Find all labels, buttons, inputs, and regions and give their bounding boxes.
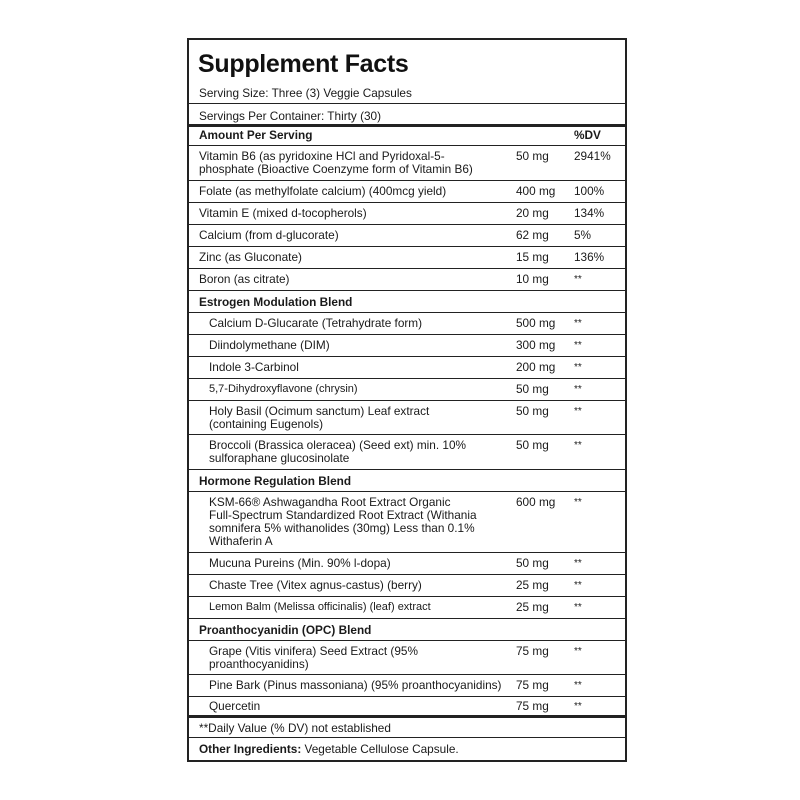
name-line: proanthocyanidins) xyxy=(209,657,309,671)
ingredient-name: Diindolymethane (DIM) xyxy=(209,338,330,352)
daily-value: ** xyxy=(574,646,582,657)
divider xyxy=(189,552,625,553)
divider xyxy=(189,103,625,104)
ingredient-name xyxy=(209,496,504,548)
divider xyxy=(189,400,625,401)
estrogen-blend-title: Estrogen Modulation Blend xyxy=(199,295,353,309)
divider-thick xyxy=(189,124,625,127)
daily-value: 134% xyxy=(574,206,605,220)
daily-value: ** xyxy=(574,602,582,613)
divider xyxy=(189,378,625,379)
divider xyxy=(189,596,625,597)
daily-value: 100% xyxy=(574,184,605,198)
daily-value: ** xyxy=(574,440,582,451)
name-line: Withaferin A xyxy=(209,534,273,548)
ingredient-name: Chaste Tree (Vitex agnus-castus) (berry) xyxy=(209,578,422,592)
daily-value-footnote: **Daily Value (% DV) not established xyxy=(199,721,391,735)
name-line: KSM-66® Ashwagandha Root Extract Organic xyxy=(209,495,451,509)
amount: 10 mg xyxy=(516,272,549,286)
ingredient-name: 5,7-Dihydroxyflavone (chrysin) xyxy=(209,383,358,395)
hormone-blend-title: Hormone Regulation Blend xyxy=(199,474,352,488)
other-ingredients-label: Other Ingredients: xyxy=(199,742,302,756)
name-line: Broccoli (Brassica oleracea) (Seed ext) min. 10% xyxy=(209,438,467,452)
serving-size: Serving Size: Three (3) Veggie Capsules xyxy=(199,86,412,100)
divider xyxy=(189,491,625,492)
amount: 600 mg xyxy=(516,495,556,509)
divider-thick xyxy=(189,715,625,718)
daily-value: ** xyxy=(574,340,582,351)
servings-per-container: Servings Per Container: Thirty (30) xyxy=(199,109,382,123)
name-line: (containing Eugenols) xyxy=(209,417,324,431)
amount: 300 mg xyxy=(516,338,556,352)
amount: 62 mg xyxy=(516,228,549,242)
daily-value: ** xyxy=(574,497,582,508)
daily-value: ** xyxy=(574,318,582,329)
ingredient-name xyxy=(209,439,504,465)
ingredient-name: Lemon Balm (Melissa officinalis) (leaf) extract xyxy=(209,601,431,613)
name-line: somnifera 5% withanolides (30mg) Less than 0.1% xyxy=(209,521,475,535)
daily-value: 2941% xyxy=(574,149,611,163)
amount: 20 mg xyxy=(516,206,549,220)
ingredient-name xyxy=(209,405,504,431)
divider xyxy=(189,469,625,470)
amount-per-serving-label: Amount Per Serving xyxy=(199,128,313,142)
ingredient-name: Mucuna Pureins (Min. 90% l-dopa) xyxy=(209,556,391,570)
divider xyxy=(189,145,625,146)
ingredient-name: Folate (as methylfolate calcium) (400mcg yield) xyxy=(199,184,447,198)
daily-value: ** xyxy=(574,274,582,285)
amount: 25 mg xyxy=(516,600,549,614)
name-line: Holy Basil (Ocimum sanctum) Leaf extract xyxy=(209,404,430,418)
divider xyxy=(189,202,625,203)
ingredient-name: Calcium D-Glucarate (Tetrahydrate form) xyxy=(209,316,423,330)
opc-blend-title: Proanthocyanidin (OPC) Blend xyxy=(199,623,372,637)
daily-value: ** xyxy=(574,384,582,395)
ingredient-name: Vitamin E (mixed d-tocopherols) xyxy=(199,206,367,220)
name-line: Grape (Vitis vinifera) Seed Extract (95% xyxy=(209,644,418,658)
divider xyxy=(189,696,625,697)
daily-value: ** xyxy=(574,701,582,712)
supplement-facts-panel xyxy=(187,38,627,762)
amount: 25 mg xyxy=(516,578,549,592)
name-line: Vitamin B6 (as pyridoxine HCl and Pyridoxal-5- xyxy=(199,149,445,163)
daily-value: ** xyxy=(574,406,582,417)
ingredient-name: Boron (as citrate) xyxy=(199,272,290,286)
divider xyxy=(189,180,625,181)
amount: 50 mg xyxy=(516,149,549,163)
name-line: sulforaphane glucosinolate xyxy=(209,451,350,465)
ingredient-name: Calcium (from d-glucorate) xyxy=(199,228,339,242)
divider xyxy=(189,640,625,641)
amount: 75 mg xyxy=(516,644,549,658)
ingredient-name xyxy=(199,150,504,176)
amount: 15 mg xyxy=(516,250,549,264)
ingredient-name: Quercetin xyxy=(209,699,261,713)
divider xyxy=(189,434,625,435)
divider xyxy=(189,268,625,269)
divider xyxy=(189,224,625,225)
ingredient-name xyxy=(209,645,504,671)
amount: 75 mg xyxy=(516,699,549,713)
divider xyxy=(189,618,625,619)
name-line: phosphate (Bioactive Coenzyme form of Vitamin B6) xyxy=(199,162,473,176)
other-ingredients xyxy=(199,742,459,756)
divider xyxy=(189,290,625,291)
divider xyxy=(189,312,625,313)
amount: 50 mg xyxy=(516,438,549,452)
divider xyxy=(189,574,625,575)
ingredient-name: Zinc (as Gluconate) xyxy=(199,250,302,264)
panel-title: Supplement Facts xyxy=(198,50,409,78)
amount: 50 mg xyxy=(516,404,549,418)
ingredient-name: Pine Bark (Pinus massoniana) (95% proanthocyanidins) xyxy=(209,678,502,692)
dv-header: %DV xyxy=(574,128,601,142)
daily-value: ** xyxy=(574,558,582,569)
ingredient-name: Indole 3-Carbinol xyxy=(209,360,299,374)
divider xyxy=(189,334,625,335)
amount: 200 mg xyxy=(516,360,556,374)
divider xyxy=(189,356,625,357)
divider xyxy=(189,674,625,675)
daily-value: 136% xyxy=(574,250,605,264)
amount: 50 mg xyxy=(516,382,549,396)
amount: 75 mg xyxy=(516,678,549,692)
amount: 50 mg xyxy=(516,556,549,570)
amount: 400 mg xyxy=(516,184,556,198)
daily-value: ** xyxy=(574,580,582,591)
name-line: Full-Spectrum Standardized Root Extract (Withania xyxy=(209,508,477,522)
other-ingredients-value: Vegetable Cellulose Capsule. xyxy=(304,742,459,756)
divider xyxy=(189,737,625,738)
divider xyxy=(189,246,625,247)
amount: 500 mg xyxy=(516,316,556,330)
daily-value: ** xyxy=(574,680,582,691)
daily-value: ** xyxy=(574,362,582,373)
daily-value: 5% xyxy=(574,228,592,242)
